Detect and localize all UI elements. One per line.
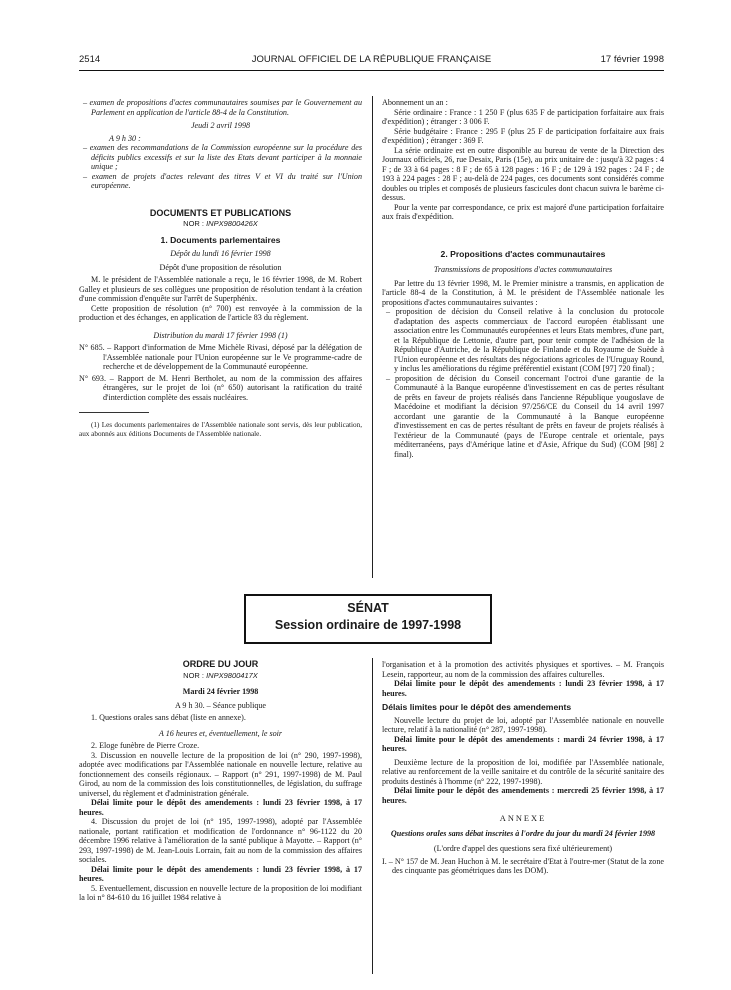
dash-item: – proposition de décision du Conseil concernant l'octroi d'une garantie de la Communauté à la Banque européenne d'investissement en cas de pertes résultant de prêts en faveur de projets réalisés dans l'ancienne République yougoslave de Macédoine et modifiant la décision 97/256/CE du Conseil du 14 avril 1997 accordant une garantie de la Communauté à la Banque européenne d'investissement en cas de pertes résultant de prêts en faveur de projets réalisés à l'extérieur de la Communauté (pays de l'Europe centrale et orientale, pays méditerranéens, pays d'Amérique latine et d'Asie, Afrique du Sud) (COM [98] 2 final). [386,373,664,459]
depot-date: Dépôt du lundi 16 février 1998 [170,249,271,258]
page-number: 2514 [79,54,101,65]
running-header [79,54,664,68]
agenda-item: 5. Eventuellement, discussion en nouvelle lecture de la proposition de loi modifiant la loi n° 84-610 du 16 juillet 1984 relative à [79,883,362,902]
agenda-item: 3. Discussion en nouvelle lecture de la proposition de loi (n° 290, 1997-1998), adoptée avec modifications par l'Assemblée nationale en nouvelle lecture, relative au fonctionnement des conseils régionaux. – Rapport (n° 291, 1997-1998) de M. Paul Girod, au nom de la commission des lois constitutionnelles, de législation, du suffrage universel, du règlement et d'administration générale. [79,750,362,798]
senat-title: SÉNAT [347,601,389,615]
paragraph: M. le président de l'Assemblée nationale a reçu, le 16 février 1998, de M. Robert Galley et plusieurs de ses collègues une proposition de résolution tendant à la création d'une commission d'enquête sur l'arrêt de Superphénix. [79,275,362,303]
agenda-item: 4. Discussion du projet de loi (n° 195, 1997-1998), adopté par l'Assemblée nationale, portant ratification et modification de l'ordonnance n° 96-1122 du 20 décembre 1996 relative à l'amélioration de la santé publique à Mayotte. – Rapport (n° 293, 1997-1998) de M. Jean-Louis Lorrain, fait au nom de la commission des affaires sociales. [79,817,362,864]
dash-item: – examen des recommandations de la Commission européenne sur la procédure des déficits publics excessifs et sur la liste des Etats devant participer à la monnaie unique ; [83,143,362,171]
paragraph: Nouvelle lecture du projet de loi, adopté par l'Assemblée nationale en nouvelle lecture, relatif à la nationalité (n° 287, 1997-1998). [382,715,664,734]
tarif-line: Série ordinaire : France : 1 250 F (plus 635 F de participation forfaitaire aux frais d'expédition) ; étranger : 3 006 F. [382,107,664,126]
right-column-top [382,98,664,459]
nor-reference: NOR : INPX9800417X [183,670,258,680]
depot-title: Dépôt d'une proposition de résolution [159,262,282,272]
paragraph: Cette proposition de résolution (n° 700) est renvoyée à la commission de la production et des échanges, en application de l'article 83 du règlement. [79,303,362,322]
document-entry: N° 693. – Rapport de M. Henri Bertholet, au nom de la commission des affaires étrangères, sur le projet de loi (n° 650) autorisant la ratification du traité d'interdiction complète des essais nucléaires. [79,373,362,402]
left-column-top [79,98,362,438]
issue-date: 17 février 1998 [600,54,664,65]
time-line: A 16 heures et, éventuellement, le soir [158,728,283,738]
amendment-deadline: Délai limite pour le dépôt des amendements : mercredi 25 février 1998, à 17 heures. [382,786,664,805]
journal-title: JOURNAL OFFICIEL DE LA RÉPUBLIQUE FRANÇAISE [251,54,492,65]
column-separator [372,96,373,578]
subsection-title: 1. Documents parlementaires [160,234,281,245]
subsection-title: Délais limites pour le dépôt des amendements [382,702,572,712]
senat-banner [244,594,492,644]
session-date: Mardi 24 février 1998 [182,687,259,696]
agenda-item: 1. Questions orales sans débat (liste en annexe). [91,713,246,722]
dash-item: – proposition de décision du Conseil relative à la conclusion du protocole d'adaptation des aspects commerciaux de l'accord européen établissant une association entre les Communautés européennes et leurs Etats membres, d'une part, et la République de Lettonie, d'autre part, pour tenir compte de l'adhésion de la République d'Autriche, de la République de Finlande et du Royaume de Suède à l'Union européenne et des résultats des négociations agricoles de l'Uruguay Round, y inclus les améliorations du régime préférentiel existant (COM [97] 720 final) ; [386,307,664,373]
time-line: A 9 h 30. – Séance publique [174,700,267,710]
footnote: (1) Les documents parlementaires de l'Assemblée nationale sont servis, dès leur publication, aux abonnés aux éditions Documents de l'Assemblée nationale. [79,421,362,438]
header-rule [79,70,664,71]
ordre-appel-note: (L'ordre d'appel des questions sera fixé ultérieurement) [433,844,613,853]
paragraph: Par lettre du 13 février 1998, M. le Premier ministre a transmis, en application de l'article 88-4 de la Constitution, à M. le président de l'Assemblée nationale les propositions d'actes communautaires suivantes : [382,278,664,307]
amendment-deadline: Délai limite pour le dépôt des amendements : mardi 24 février 1998, à 17 heures. [382,734,664,753]
subsection-title: 2. Propositions d'actes communautaires [440,248,606,259]
annexe-heading: ANNEXE [499,814,547,823]
right-column-bottom [382,660,664,876]
dash-item: – examen de projets d'actes relevant des titres V et VI du traité sur l'Union européenne. [83,171,362,190]
amendment-deadline: Délai limite pour le dépôt des amendements : lundi 23 février 1998, à 17 heures. [79,798,362,817]
transmissions-line: Transmissions de propositions d'actes communautaires [433,265,613,274]
senat-subtitle: Session ordinaire de 1997-1998 [274,618,462,632]
tarif-line: Série budgétaire : France : 295 F (plus 25 F de participation forfaitaire aux frais d'expédition) ; étranger : 369 F. [382,126,664,145]
date-line: Jeudi 2 avril 1998 [190,121,251,130]
questions-title: Questions orales sans débat inscrites à l'ordre du jour du mardi 24 février 1998 [390,828,656,838]
amendment-deadline: Délai limite pour le dépôt des amendements : lundi 23 février 1998, à 17 heures. [79,864,362,883]
paragraph: l'organisation et à la promotion des activités physiques et sportives. – M. François Lesein, rapporteur, au nom de la commission des affaires culturelles. [382,660,664,679]
footnote-rule [79,412,149,413]
section-title: ORDRE DU JOUR [182,659,259,669]
amendment-deadline: Délai limite pour le dépôt des amendements : lundi 23 février 1998, à 17 heures. [382,679,664,698]
paragraph: La série ordinaire est en outre disponible au bureau de vente de la Direction des Journaux officiels, 26, rue Desaix, Paris (15e), au prix unitaire de : jusqu'à 32 pages : 4 F ; de 33 à 64 pages : 8 F ; de 65 à 128 pages : 16 F ; de 129 à 192 pages : 24 F ; de 193 à 224 pages : 28 F ; au-delà de 224 pages, ces documents sont considérés comme doubles ou triples et composés de plusieurs fascicules dont chacun suivra le barème ci-dessus. [382,145,664,202]
paragraph: Pour la vente par correspondance, ce prix est majoré d'une participation forfaitaire aux frais d'expédition. [382,202,664,221]
column-separator [372,658,373,974]
question-item: I. – N° 157 de M. Jean Huchon à M. le secrétaire d'Etat à l'outre-mer (Statut de la zone des cinquante pas géométriques dans les DOM). [382,856,664,875]
dash-item: – examen de propositions d'actes communautaires soumises par le Gouvernement au Parlement en application de l'article 88-4 de la Constitution. [83,98,362,117]
document-entry: N° 685. – Rapport d'information de Mme Michèle Rivasi, déposé par la délégation de l'Assemblée nationale pour l'Union européenne sur le Ve programme-cadre de recherche et de développement de la Communauté européenne. [79,343,362,371]
paragraph: Deuxième lecture de la proposition de loi, modifiée par l'Assemblée nationale, relative au renforcement de la veille sanitaire et du contrôle de la sécurité sanitaire des produits destinés à l'homme (n° 222, 1997-1998). [382,757,664,786]
agenda-item: 2. Eloge funèbre de Pierre Croze. [91,741,200,750]
left-column-bottom [79,660,362,903]
distribution-date: Distribution du mardi 17 février 1998 (1) [153,330,288,340]
abonnement-label: Abonnement un an : [382,98,448,107]
section-title: DOCUMENTS ET PUBLICATIONS [149,207,292,218]
nor-reference: NOR : INPX9800426X [183,219,258,228]
time-line: A 9 h 30 : [109,133,141,143]
